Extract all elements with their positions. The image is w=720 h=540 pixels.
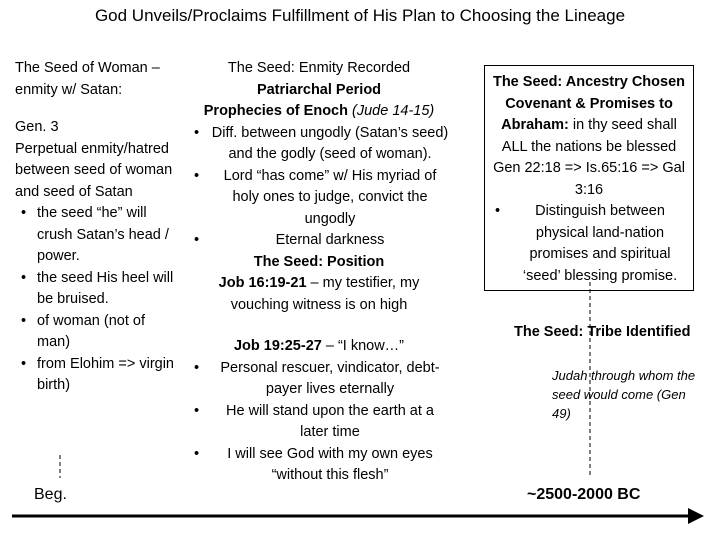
list-item: • He will stand upon the earth at a later time: [188, 401, 450, 444]
list-item: • Distinguish between physical land-nation promises and spiritual ‘seed’ blessing promise.: [489, 201, 689, 287]
list-item: • the seed His heel will be bruised.: [15, 268, 175, 311]
list-item: • from Elohim => virgin birth): [15, 354, 175, 397]
page-title: God Unveils/Proclaims Fulfillment of His Plan to Choosing the Lineage: [94, 6, 626, 25]
judah-note: Judah through whom the seed would come (Gen 49): [552, 368, 696, 421]
list-item: • Diff. between ungodly (Satan’s seed) and the godly (seed of woman).: [188, 123, 450, 166]
job16-text: – my testifier, my vouching witness is on high: [230, 275, 420, 313]
job19-text: – “I know…”: [321, 338, 405, 354]
enmity-intro: Perpetual enmity/hatred between seed of woman and seed of Satan: [15, 140, 173, 200]
covenant-label: Covenant & Promises to Abraham:: [501, 95, 673, 133]
patriarchal-period-heading: Patriarchal Period: [256, 81, 382, 98]
date-label: ~2500-2000 BC: [527, 486, 641, 503]
enoch-label: Prophecies of Enoch: [203, 103, 348, 119]
list-item: • Personal rescuer, vindicator, debt-payer lives eternally: [188, 358, 450, 401]
timeline-arrow-head: [688, 508, 704, 524]
ancestry-chosen-heading: The Seed: Ancestry Chosen: [492, 74, 686, 90]
seed-of-woman-heading: The Seed of Woman – enmity w/ Satan:: [15, 60, 160, 98]
list-item: • I will see God with my own eyes “without this flesh”: [188, 444, 450, 487]
beginning-label: Beg.: [34, 486, 67, 503]
job19-reference: Job 19:25-27: [233, 338, 322, 354]
list-item: • the seed “he” will crush Satan’s head / power.: [15, 203, 175, 268]
list-item: • Lord “has come” w/ His myriad of holy ones to judge, convict the ungodly: [188, 166, 450, 231]
covenant-text: in thy seed shall ALL the nations be blessed Gen 22:18 => Is.65:16 => Gal 3:16: [493, 117, 685, 198]
list-item: • of woman (not of man): [15, 311, 175, 354]
job16-reference: Job 16:19-21: [218, 275, 307, 291]
seed-position-heading: The Seed: Position: [253, 253, 385, 270]
list-item: • Eternal darkness: [188, 230, 450, 252]
enmity-recorded-heading: The Seed: Enmity Recorded: [227, 60, 411, 76]
gen3-reference: Gen. 3: [15, 119, 59, 135]
enoch-reference: (Jude 14-15): [352, 103, 435, 119]
tribe-identified-heading: The Seed: Tribe Identified: [514, 324, 691, 340]
